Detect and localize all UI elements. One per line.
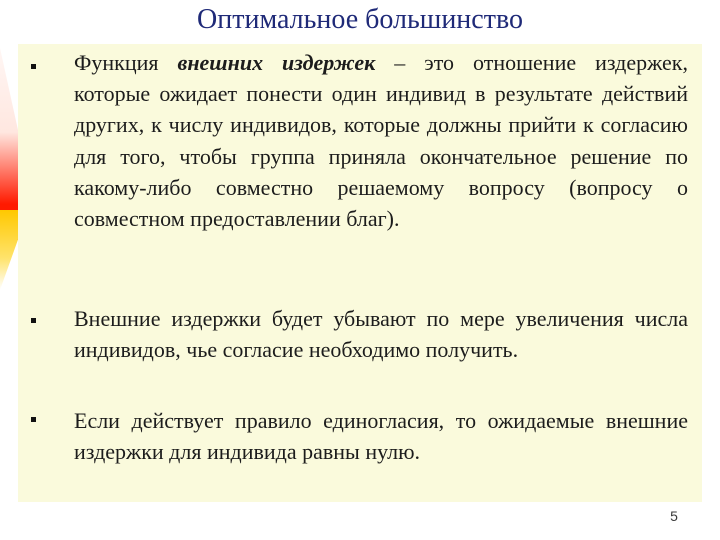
bullet-marker-3	[31, 417, 36, 422]
yellow-accent-shape	[0, 210, 20, 290]
slide-title: Оптимальное большинство	[197, 4, 523, 35]
bullet-2-text: Внешние издержки будет убывают по мере увеличения числа индивидов, чье согласие необходимо получить.	[74, 306, 688, 363]
bullet-1-text-end: – это отношение издержек, которые ожидает понести один индивид в результате действий других, к числу индивидов, которые должны прийти к согласию для того, чтобы группа приняла окончательное решение по какому-либо совместно решаемому вопросу (вопросу о совместном предоставлении благ).	[74, 50, 688, 232]
bullet-1-emphasis: внешних издержек	[177, 50, 376, 75]
bullet-3-text: Если действует правило единогласия, то ожидаемые внешние издержки для индивида равны нулю.	[74, 408, 688, 465]
red-accent-shape	[0, 0, 20, 240]
bullet-marker-1	[31, 64, 36, 69]
bullet-1-text	[74, 47, 688, 234]
page-number: 5	[670, 508, 678, 524]
bullet-marker-2	[31, 318, 36, 323]
bullet-1-text-start: Функция	[74, 50, 178, 75]
